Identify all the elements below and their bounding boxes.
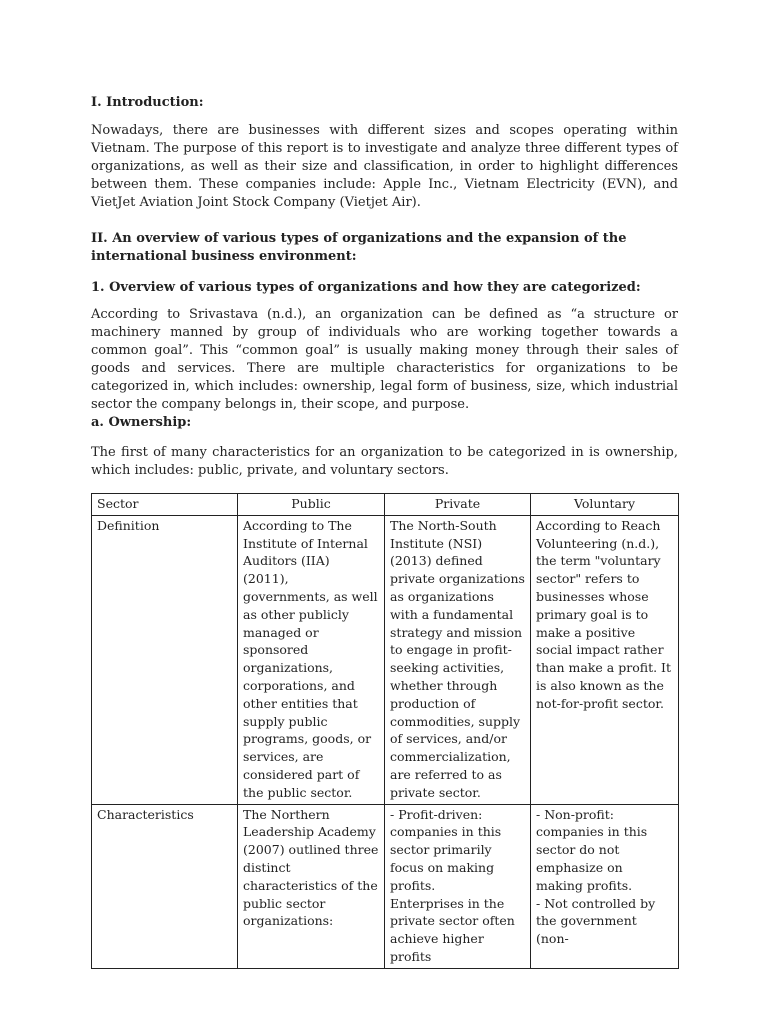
header-sector: Sector <box>92 494 238 516</box>
introduction-heading: I. Introduction: <box>91 95 204 110</box>
private-profit-driven-text: - Profit-driven: companies in this sector primarily focus on making profits. <box>390 806 502 893</box>
voluntary-non-profit-text: - Non-profit: companies in this sector do not emphasize on making profits. <box>536 806 648 893</box>
table-row-characteristics <box>92 804 679 968</box>
section-2-heading: II. An overview of various types of organizations and the expansion of the international business environment: <box>91 231 627 264</box>
private-definition-cell: The North-South Institute (NSI) (2013) defined private organizations as organizations with a fundamental strategy and mission to engage in profit-seeking activities, whether through production of commodities, supply of services, and/or commercialization, are referred to as private sector. <box>385 515 531 804</box>
voluntary-characteristics-cell <box>531 804 679 968</box>
header-voluntary: Voluntary <box>531 494 679 516</box>
organization-definition-paragraph: According to Srivastava (n.d.), an organization can be defined as “a structure or machinery manned by group of individuals who are working together towards a common goal”. This “common goal” is usually making money through their sales of goods and services. There are multiple characteristics for organizations to be categorized in, which includes: ownership, legal form of business, size, which industrial sector the company belongs in, their scope, and purpose. <box>91 307 678 412</box>
header-public: Public <box>238 494 385 516</box>
introduction-paragraph: Nowadays, there are businesses with different sizes and scopes operating within Vietnam. The purpose of this report is to investigate and analyze three different types of organizations, as well as their size and classification, in order to highlight differences between them. These companies include: Apple Inc., Vietnam Electricity (EVN), and VietJet Aviation Joint Stock Company (Vietjet Air). <box>91 123 678 210</box>
voluntary-definition-cell: According to Reach Volunteering (n.d.), the term "voluntary sector" refers to businesses whose primary goal is to make a positive social impact rather than make a profit. It is also known as the not-for-profit sector. <box>531 515 679 804</box>
ownership-paragraph: The first of many characteristics for an organization to be categorized in is ownership, which includes: public, private, and voluntary sectors. <box>91 445 678 478</box>
table-row-definition <box>92 515 679 804</box>
private-higher-profits-text: Enterprises in the private sector often achieve higher profits <box>390 895 515 964</box>
ownership-heading: a. Ownership: <box>91 415 192 430</box>
subsection-1-heading: 1. Overview of various types of organizations and how they are categorized: <box>91 280 641 295</box>
private-characteristics-cell <box>385 804 531 968</box>
table-header-row <box>92 494 679 516</box>
header-private: Private <box>385 494 531 516</box>
public-definition-cell: According to The Institute of Internal Auditors (IIA) (2011), governments, as well as other publicly managed or sponsored organizations, corporations, and other entities that supply public programs, goods, or services, are considered part of the public sector. <box>238 515 385 804</box>
sector-comparison-table <box>91 493 679 969</box>
voluntary-not-controlled-text: - Not controlled by the government (non- <box>536 895 656 947</box>
row-label-definition: Definition <box>92 515 238 804</box>
row-label-characteristics: Characteristics <box>92 804 238 968</box>
public-characteristics-cell: The Northern Leadership Academy (2007) outlined three distinct characteristics of the public sector organizations: <box>238 804 385 968</box>
